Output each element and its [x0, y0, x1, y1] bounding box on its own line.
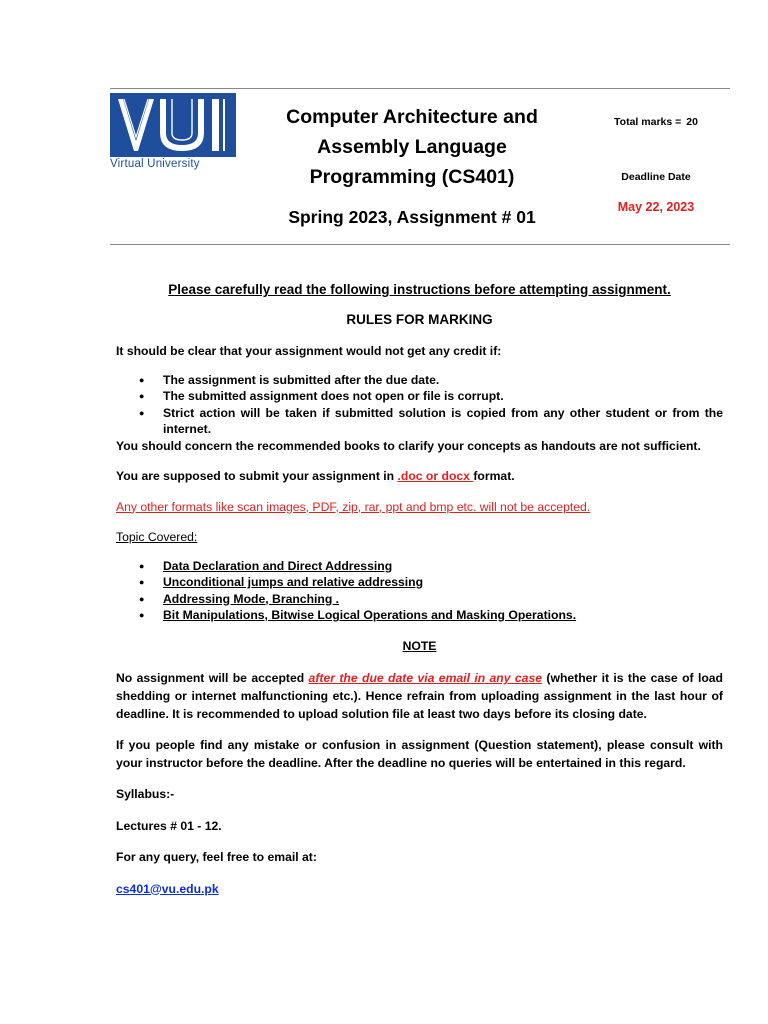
rules-list: [116, 372, 723, 438]
list-item: [139, 388, 723, 405]
bullet-icon: ●: [139, 374, 145, 385]
list-item: [139, 405, 723, 438]
title-line: Assembly Language: [317, 136, 507, 158]
note-heading: NOTE: [402, 638, 437, 653]
deadline-label: Deadline Date: [621, 171, 691, 183]
bullet-icon: ●: [139, 577, 145, 587]
syllabus-label: Syllabus:-: [116, 787, 175, 801]
total-marks-label: Total marks =: [614, 116, 682, 128]
note-highlight: after the due date via email in any case: [308, 671, 543, 685]
semester-assignment: Spring 2023, Assignment # 01: [288, 207, 536, 227]
bullet-icon: ●: [139, 560, 145, 571]
list-item: [139, 574, 723, 591]
books-note: You should concern the recommended books to clarify your concepts as handouts are not sufficient.: [116, 438, 701, 453]
total-marks-value: 20: [686, 116, 698, 128]
list-item-text: The submitted assignment does not open or file is corrupt.: [163, 389, 504, 403]
rules-intro: It should be clear that your assignment would not get any credit if:: [116, 344, 502, 358]
lectures-range: Lectures # 01 - 12.: [116, 818, 222, 833]
bullet-icon: ●: [139, 610, 145, 620]
format-warning: Any other formats like scan images, PDF, zip, rar, ppt and bmp etc. will not be accepted.: [116, 499, 591, 514]
instructions-heading: Please carefully read the following instructions before attempting assignment.: [168, 282, 671, 297]
vu-logo: [110, 93, 238, 179]
note-prefix: No assignment will be accepted: [116, 671, 309, 685]
header-bottom-rule: [110, 244, 730, 245]
title-line: Computer Architecture and: [286, 106, 538, 128]
topics-heading: Topic Covered:: [116, 530, 198, 544]
format-paragraph: [116, 468, 723, 485]
topic-text: Bit Manipulations, Bitwise Logical Operations and Masking Operations.: [163, 608, 577, 622]
contact-email-paragraph: [116, 881, 723, 898]
bullet-icon: ●: [139, 391, 145, 401]
header-top-rule: [110, 88, 730, 89]
list-item: [139, 558, 723, 575]
topics-list: [116, 558, 723, 624]
list-item: [139, 591, 723, 608]
title-line: Programming (CS401): [309, 166, 515, 188]
list-item-text: Strict action will be taken if submitted solution is copied from any other student or from the internet.: [163, 405, 723, 436]
deadline-date: May 22, 2023: [617, 200, 695, 214]
document-body: [116, 282, 723, 897]
contact-prompt: For any query, feel free to email at:: [116, 850, 317, 864]
total-marks: [600, 116, 712, 128]
list-item: [139, 372, 723, 389]
course-title: [262, 102, 562, 192]
bullet-icon: ●: [139, 593, 145, 604]
vu-logo-caption: Virtual University: [110, 158, 200, 170]
topic-text: Addressing Mode, Branching .: [163, 591, 340, 606]
topic-text: Unconditional jumps and relative addressing: [163, 575, 424, 589]
bullet-icon: ●: [139, 407, 145, 418]
list-item: [139, 607, 723, 624]
note-paragraph-2: If you people find any mistake or confusion in assignment (Question statement), please consult with your instructor before the deadline. After the deadline no queries will be entertained in this regard.: [116, 738, 723, 770]
note-suffix: (whether it is the case of load shedding or internet malfunctioning etc.). Hence refrain from uploading assignment in the last hour of deadline. It is recommended to upload solution file at least two days before its closing date.: [116, 671, 723, 721]
vu-logo-icon: [110, 93, 236, 157]
format-highlight: .doc or docx: [397, 469, 474, 483]
vu-logo-mark: [110, 93, 236, 157]
rules-heading: RULES FOR MARKING: [346, 311, 493, 327]
topic-text: Data Declaration and Direct Addressing: [163, 558, 393, 573]
list-item-text: The assignment is submitted after the due date.: [163, 372, 440, 387]
format-prefix: You are supposed to submit your assignment in: [116, 469, 398, 483]
contact-email-link[interactable]: cs401@vu.edu.pk: [116, 881, 219, 896]
format-suffix: format.: [473, 469, 515, 483]
note-paragraph-1: [116, 669, 723, 723]
